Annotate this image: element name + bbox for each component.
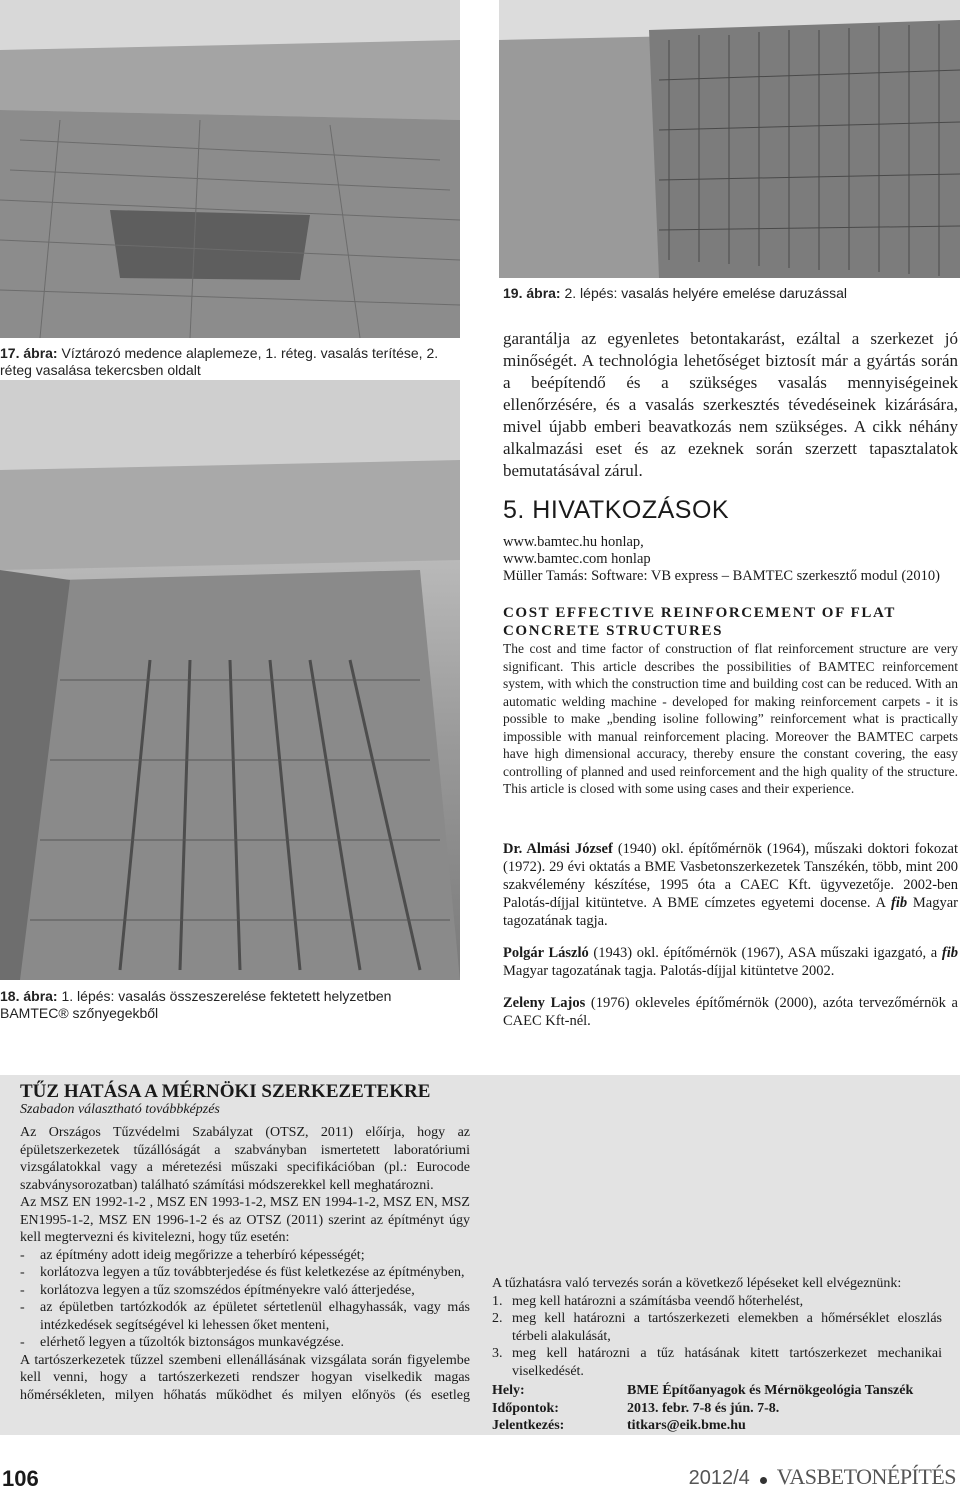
step-text: meg kell határozni a számításba veendő hőterhelést, — [512, 1293, 804, 1309]
author-text: (1943) okl. építőmérnök (1967), ASA műszaki igazgató, a — [588, 945, 942, 961]
list-item — [492, 1310, 942, 1345]
figure-19-label: 19. ábra: — [503, 285, 561, 301]
figure-17-label: 17. ábra: — [0, 345, 58, 361]
english-abstract: The cost and time factor of construction of flat reinforcement structure are very significant. This article describes the possibilities of BAMTEC reinforcement system, with which the construction time and building cost can be reduced. With an automatic welding machine - developed for making reinforcement carpets - it is possible to make „bending isoline following” reinforcement what is practically impossible with manual reinforcement placing. Moreover the BAMTEC carpets have high dimensional accuracy, thereby ensure the constant covering, the easy controlling of planned and used reinforcement and the high quality of the structure. This article is closed with some using cases and their experience. — [503, 641, 958, 796]
list-item — [492, 1293, 942, 1311]
requirements-list — [20, 1247, 470, 1352]
step-number: 1. — [492, 1293, 503, 1309]
author-tail: Magyar tagozatának tagja. Palotás-díjjal kitüntetve 2002. — [503, 963, 835, 979]
step-text: meg kell határozni a tartószerkezeti elemekben a hőmérséklet eloszlás térbeli alakulását, — [512, 1311, 942, 1344]
reference-item: www.bamtec.hu honlap, — [503, 534, 644, 550]
author-bios — [503, 840, 958, 1030]
box-paragraph: Az MSZ EN 1992-1-2 , MSZ EN 1993-1-2, MSZ EN 1994-1-2, MSZ EN, MSZ EN1995-1-2, MSZ EN 1996-1-2 és az OTSZ (2011) szerint az építményt úgy kell megtervezni és kivitelezni, hogy tűz esetén: — [20, 1195, 470, 1245]
reference-item: Müller Tamás: Software: VB express – BAMTEC szerkesztő modul (2010) — [503, 568, 941, 584]
figure-17-caption — [0, 345, 460, 379]
references-heading: 5. HIVATKOZÁSOK — [503, 496, 730, 524]
event-info — [492, 1382, 942, 1435]
fib-mark: fib — [890, 895, 908, 911]
reference-item: www.bamtec.com honlap — [503, 551, 651, 567]
figure-17-photo — [0, 0, 460, 338]
training-announcement-box — [0, 1075, 960, 1435]
step-number: 3. — [492, 1346, 503, 1361]
box-left-column — [20, 1083, 470, 1406]
author-name: Dr. Almási József — [503, 841, 613, 857]
info-key: Időpontok: — [492, 1400, 559, 1416]
list-item: - elérhető legyen a tűzoltók biztonságos munkavégzése. — [20, 1334, 470, 1352]
author-tail: Magyar tagozatának tagja. — [503, 895, 958, 929]
info-value: BME Építőanyagok és Mérnökgeológia Tanszék — [627, 1383, 914, 1398]
author-bio — [503, 840, 958, 930]
box-paragraph: A tűzhatásra való tervezés során a következő lépéseket kell elvégeznünk: — [492, 1276, 902, 1291]
article-intro-first-line: garantálja az egyenletes betontakarást, ezáltal a szerkezet jó — [503, 329, 958, 348]
author-bio — [503, 994, 958, 1030]
info-value: titkars@eik.bme.hu — [627, 1418, 746, 1433]
figure-17-text: Víztározó medence alaplemeze, 1. réteg. vasalás terítése, 2. réteg vasalása tekercsben oldalt — [0, 345, 439, 378]
author-text: (1940) okl. építőmérnök (1964), műszaki doktori fokozat (1972). 29 évi oktatás a BME Vasbetonszerkezetek Tanszékén, több, mint 200 szakvélemény készítése, 1995 óta a CAEC Kft. ügyvezetője. 2002-ben Palotás-díjjal kitüntetve. A BME címzetes egyetemi docense. A — [503, 841, 958, 911]
figure-19-text: 2. lépés: vasalás helyére emelése daruzással — [564, 285, 847, 301]
list-item: - korlátozva legyen a tűz továbbterjedése és füst keletkezése az építményben, — [20, 1264, 470, 1282]
page-number: 106 — [2, 1466, 39, 1491]
figure-18-photo — [0, 380, 460, 980]
box-paragraph: Az Országos Tűzvédelmi Szabályzat (OTSZ, 2011) előírja, hogy az épületszerkezetek tűzállóságát a szabványban ismertetett laboratóriumi vizsgálatokkal vagy a méretezési műszaki specifikációban (pl.: Eurocode szabványsorozatban) található számítási módszerekkel kell meghatározni. — [20, 1125, 470, 1193]
box-subtitle: Szabadon választható továbbképzés — [20, 1101, 220, 1117]
info-value: 2013. febr. 7-8 és jún. 7-8. — [627, 1400, 780, 1416]
box-paragraph-continued — [492, 1083, 942, 1275]
fib-mark: fib — [941, 945, 958, 961]
step-text: meg kell határozni a tűz hatásának kitett tartószerkezet mechanikai viselkedését. — [512, 1346, 942, 1379]
box-paragraph-long: A tartószerkezetek tűzzel szembeni ellenállásának vizsgálata során figyelembe kell venni, hogy a tartószerkezeti rendszer hogyan viselkedik magas hőmérsékleten, milyen hőhatás működhet és milyen előnyös (és esetleg — [20, 1352, 470, 1403]
magazine-name: VASBETONÉPÍTÉS — [776, 1464, 956, 1489]
figure-18-text: 1. lépés: vasalás összeszerelése fektetett helyzetben BAMTEC® szőnyegekből — [0, 988, 392, 1021]
steps-list — [492, 1293, 942, 1381]
figure-19-photo — [499, 0, 960, 278]
step-number: 2. — [492, 1311, 503, 1326]
info-key: Hely: — [492, 1383, 525, 1398]
list-item — [492, 1345, 942, 1380]
info-row — [492, 1400, 942, 1418]
info-key: Jelentkezés: — [492, 1418, 565, 1433]
list-item: - az építmény adott ideig megőrizze a teherbíró képességét; — [20, 1247, 470, 1265]
article-intro-body: minőségét. A technológia lehetőséget biztosít már a gyártás során a beépítendő és a szükséges vasalás mennyiségeinek ellenőrzésére, és a vasalás szerkesztés tévedéseinek kizárására, mivel újabb emberi beavatkozás nem szükséges. A cikk néhány alkalmazási eset és az ezeknek során szerzett tapasztalatok bemutatásával zárul. — [503, 351, 958, 480]
info-row — [492, 1417, 942, 1435]
box-title: TŰZ HATÁSA A MÉRNÖKI SZERKEZETEKRE — [20, 1081, 431, 1102]
references-list — [503, 534, 958, 585]
author-bio — [503, 944, 958, 980]
author-name: Zeleny Lajos — [503, 995, 586, 1011]
english-title: COST EFFECTIVE REINFORCEMENT OF FLAT CONCRETE STRUCTURES — [503, 605, 896, 639]
issue-number: 2012/4 — [688, 1467, 750, 1489]
box-right-column — [492, 1083, 942, 1435]
author-name: Polgár László — [503, 945, 589, 961]
list-item: - korlátozva legyen a tűz szomszédos építményekre való átterjedése, — [20, 1282, 470, 1300]
list-item: - az épületben tartózkodók az épületet sértetlenül elhagyhassák, vagy más intézkedések segítségével ki lehessen őket menteni, — [20, 1299, 470, 1334]
info-row — [492, 1382, 942, 1400]
article-intro — [503, 328, 958, 482]
figure-18-caption — [0, 988, 460, 1022]
figure-18-label: 18. ábra: — [0, 988, 58, 1004]
footer-right — [689, 1464, 956, 1490]
figure-19-caption — [503, 285, 958, 302]
footer-dot — [760, 1477, 767, 1484]
author-text: (1976) okleveles építőmérnök (2000), azóta tervezőmérnök a CAEC Kft-nél. — [503, 995, 958, 1029]
